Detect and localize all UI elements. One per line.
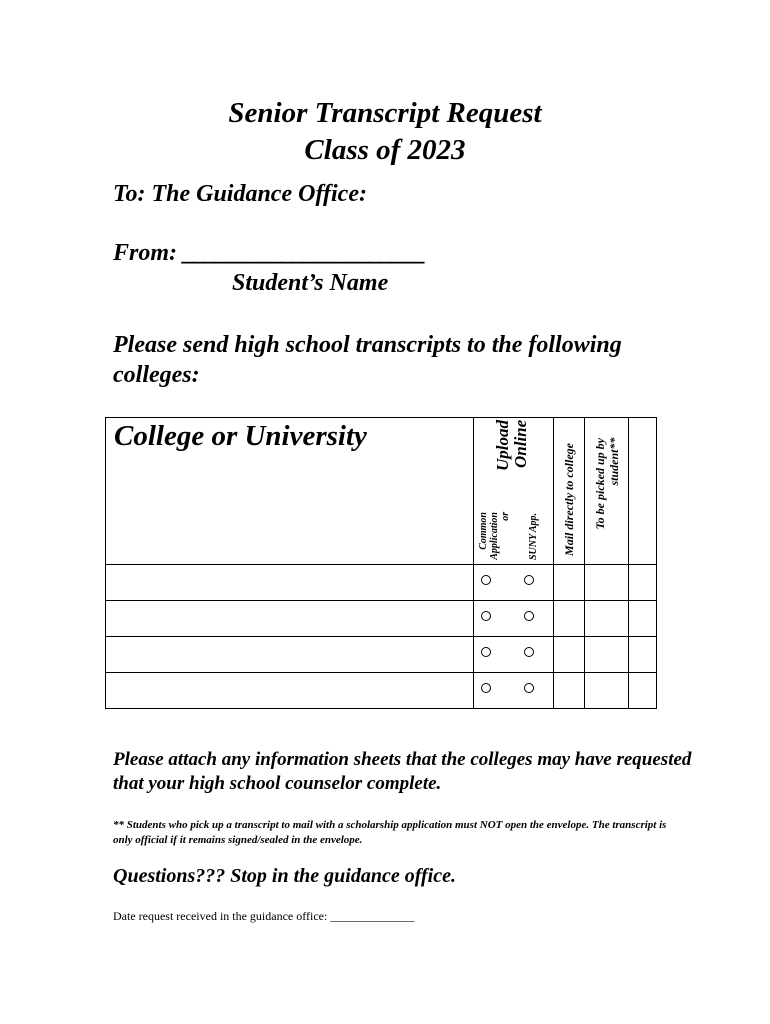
suny-app-radio[interactable]: [524, 575, 534, 585]
table-row: [106, 673, 657, 709]
student-name-field[interactable]: ______________________: [183, 240, 426, 266]
mail-directly-label: Mail directly to college: [562, 443, 576, 556]
mail-checkbox-cell[interactable]: [554, 673, 585, 709]
mail-checkbox-cell[interactable]: [554, 601, 585, 637]
pickup-label: To be picked up by student**: [593, 438, 621, 530]
upload-column-header: [474, 418, 554, 565]
college-name-field[interactable]: [106, 601, 474, 637]
common-app-radio[interactable]: [481, 683, 491, 693]
attach-note: Please attach any information sheets that the colleges may have requested that your high school counselor complete.: [113, 749, 692, 794]
suny-app-radio[interactable]: [524, 647, 534, 657]
pickup-checkbox-cell[interactable]: [585, 601, 629, 637]
mail-checkbox-cell[interactable]: [554, 565, 585, 601]
common-app-radio[interactable]: [481, 575, 491, 585]
pickup-checkbox-cell[interactable]: [585, 673, 629, 709]
college-column-label: College or University: [114, 420, 367, 452]
common-app-radio[interactable]: [481, 647, 491, 657]
form-title: Senior Transcript Request: [228, 97, 542, 129]
suny-app-label: SUNY App.: [528, 512, 539, 560]
blank-column-header: [629, 418, 657, 565]
college-name-field[interactable]: [106, 637, 474, 673]
college-column-header: [106, 418, 474, 565]
blank-cell: [629, 565, 657, 601]
questions-note: Questions??? Stop in the guidance office.: [113, 865, 456, 887]
suny-app-radio[interactable]: [524, 611, 534, 621]
class-year: Class of 2023: [304, 134, 466, 166]
pickup-checkbox-cell[interactable]: [585, 565, 629, 601]
student-name-caption: Student’s Name: [232, 270, 389, 296]
common-app-radio[interactable]: [481, 611, 491, 621]
mail-checkbox-cell[interactable]: [554, 637, 585, 673]
pickup-column-header: [585, 418, 629, 565]
mail-column-header: [554, 418, 585, 565]
from-label: From:: [113, 240, 178, 266]
table-row: [106, 637, 657, 673]
to-line: To: The Guidance Office:: [113, 181, 367, 207]
blank-cell: [629, 601, 657, 637]
blank-cell: [629, 637, 657, 673]
common-app-label: Common Application or: [478, 512, 511, 560]
blank-cell: [629, 673, 657, 709]
from-line: [113, 240, 425, 267]
college-table: [105, 417, 657, 709]
upload-online-label: Upload Online: [493, 420, 530, 471]
instructions: Please send high school transcripts to the following colleges:: [113, 332, 622, 388]
pickup-checkbox-cell[interactable]: [585, 637, 629, 673]
college-name-field[interactable]: [106, 565, 474, 601]
college-name-field[interactable]: [106, 673, 474, 709]
suny-app-radio[interactable]: [524, 683, 534, 693]
date-received-line: Date request received in the guidance office: ______________: [113, 909, 415, 923]
table-row: [106, 565, 657, 601]
footnote: ** Students who pick up a transcript to mail with a scholarship application must NOT open the envelope. The transcript is only official if it remains signed/sealed in the envelope.: [113, 819, 667, 846]
table-row: [106, 601, 657, 637]
